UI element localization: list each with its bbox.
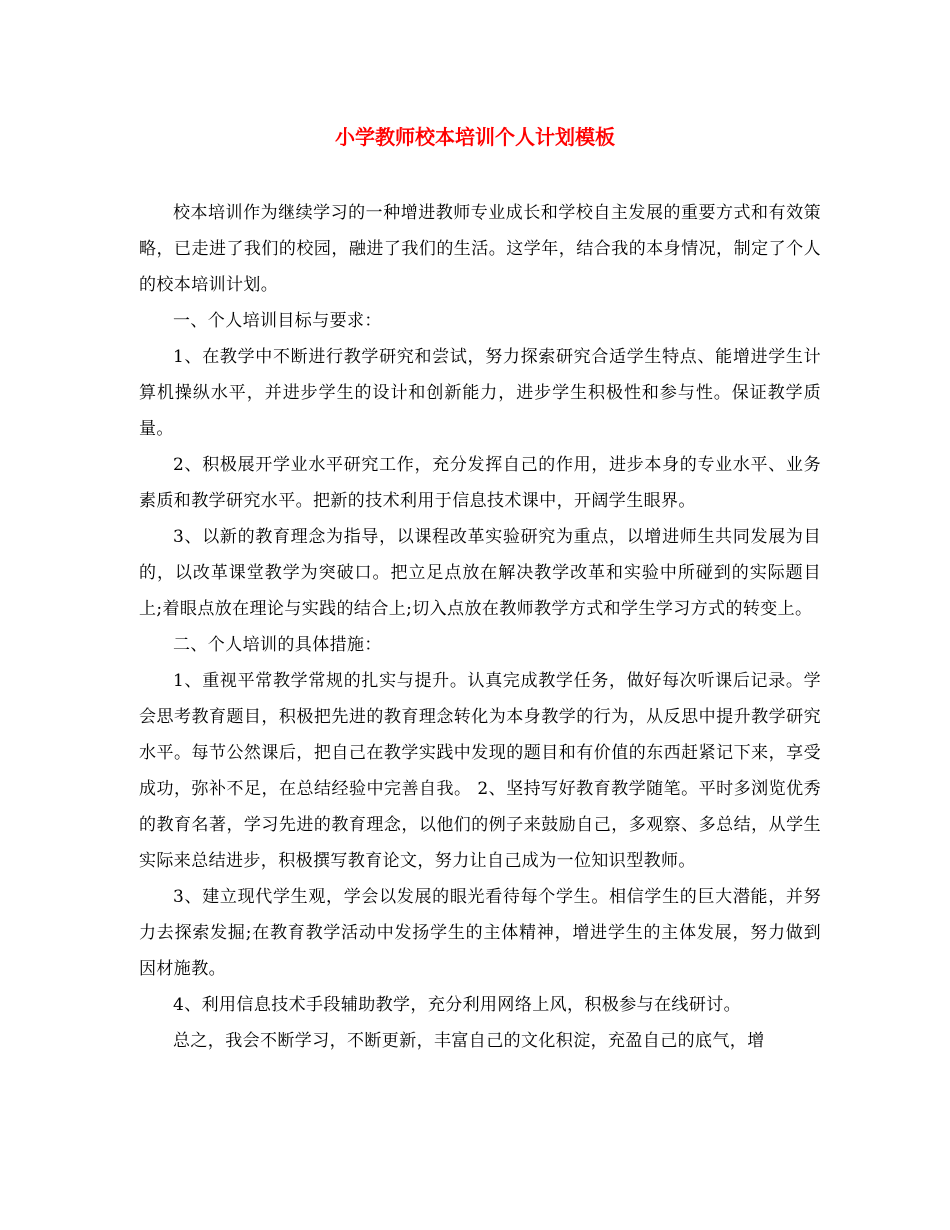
paragraph-goal-2: 2、积极展开学业水平研究工作，充分发挥自己的作用，进步本身的专业水平、业务素质和教学研究水平。把新的技术利用于信息技术课中，开阔学生眼界。: [139, 455, 821, 511]
document-title: 小学教师校本培训个人计划模板: [335, 125, 615, 149]
paragraph-intro: 校本培训作为继续学习的一种增进教师专业成长和学校自主发展的重要方式和有效策略，已走进了我们的校园，融进了我们的生活。这学年，结合我的本身情况，制定了个人的校本培训计划。: [139, 203, 821, 295]
paragraph-goal-1: 1、在教学中不断进行教学研究和尝试，努力探索研究合适学生特点、能增进学生计算机操纵水平，并进步学生的设计和创新能力，进步学生积极性和参与性。保证教学质量。: [139, 347, 821, 439]
paragraph-measure-3: 3、建立现代学生观，学会以发展的眼光看待每个学生。相信学生的巨大潜能，并努力去探索发掘;在教育教学活动中发扬学生的主体精神，增进学生的主体发展，努力做到因材施教。: [139, 887, 821, 979]
paragraph-measure-4: 4、利用信息技术手段辅助教学，充分利用网络上风，积极参与在线研讨。: [173, 995, 742, 1015]
paragraph-summary: 总之，我会不断学习，不断更新，丰富自己的文化积淀，充盈自己的底气，增: [173, 1031, 765, 1051]
section-heading-measures: 二、个人培训的具体措施：: [173, 635, 382, 655]
paragraph-goal-3: 3、以新的教育理念为指导，以课程改革实验研究为重点，以增进师生共同发展为目的，以改革课堂教学为突破口。把立足点放在解决教学改革和实验中所碰到的实际题目上;着眼点放在理论与实践的结合上;切入点放在教师教学方式和学生学习方式的转变上。: [139, 527, 821, 619]
document-body: [139, 195, 821, 1059]
section-heading-goals: 一、个人培训目标与要求：: [173, 311, 382, 331]
paragraph-measure-1-2: 1、重视平常教学常规的扎实与提升。认真完成教学任务，做好每次听课后记录。学会思考教育题目，积极把先进的教育理念转化为本身教学的行为，从反思中提升教学研究水平。每节公然课后，把自己在教学实践中发现的题目和有价值的东西赶紧记下来，享受成功，弥补不足，在总结经验中完善自我。 2、坚持写好教育教学随笔。平时多浏览优秀的教育名著，学习先进的教育理念，以他们的例子来鼓励自己，多观察、多总结，从学生实际来总结进步，积极撰写教育论文，努力让自己成为一位知识型教师。: [139, 671, 821, 871]
